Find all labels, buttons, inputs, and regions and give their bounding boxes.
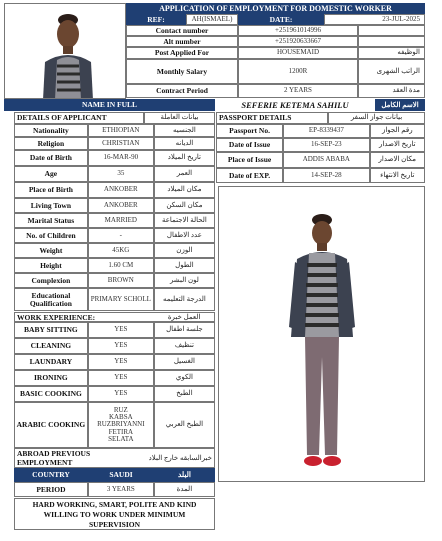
row-value: ANKOBER bbox=[88, 198, 154, 213]
table-row bbox=[14, 166, 215, 182]
period-label: PERIOD bbox=[14, 482, 88, 497]
work-ar: العمل خبرة bbox=[167, 313, 201, 321]
row-ar: مكان الاصدار bbox=[370, 152, 425, 168]
form-title: APPLICATION OF EMPLOYMENT FOR DOMESTIC WORKER bbox=[126, 3, 425, 14]
row-value: - bbox=[88, 228, 154, 243]
abroad-label: ABROAD PREVIOUS EMPLOYMENT bbox=[17, 449, 91, 467]
abroad-ar: خبرالسابقه خارج البلاد bbox=[148, 454, 212, 462]
row-value: ADDIS ABABA bbox=[283, 152, 370, 168]
passport-ar: بيانات جواز السفر bbox=[328, 112, 425, 124]
row-label: BASIC COOKING bbox=[14, 386, 88, 402]
row-ar: الدرجة التعليمه bbox=[154, 288, 215, 311]
work-experience-header bbox=[14, 312, 215, 322]
row-value: 1.60 CM bbox=[88, 258, 154, 273]
row-value: ANKOBER bbox=[88, 182, 154, 198]
date-value: 23-JUL-2025 bbox=[324, 14, 425, 25]
alt-label: Alt number bbox=[126, 36, 238, 47]
row-label: Passport No. bbox=[216, 124, 283, 138]
row-ar: الوزن bbox=[154, 243, 215, 258]
table-row bbox=[14, 288, 215, 311]
period-ar: المدة bbox=[154, 482, 215, 497]
table-row bbox=[14, 243, 215, 258]
table-row bbox=[14, 137, 215, 150]
list-item: FETIRA bbox=[108, 427, 134, 436]
work-label: WORK EXPERIENCE: bbox=[17, 313, 96, 322]
row-label: Height bbox=[14, 258, 88, 273]
row-ar: الغسيل bbox=[154, 354, 215, 370]
row-label: Place of Birth bbox=[14, 182, 88, 198]
row-label: Weight bbox=[14, 243, 88, 258]
row-value: EP-8339437 bbox=[283, 124, 370, 138]
ref-label: REF: bbox=[126, 14, 186, 25]
row-value: YES bbox=[88, 370, 154, 386]
table-row bbox=[14, 322, 215, 338]
period-row bbox=[14, 482, 215, 497]
country-ar: البلد bbox=[177, 470, 192, 479]
row-label: No. of Children bbox=[14, 228, 88, 243]
row-ar: رقم الجواز bbox=[370, 124, 425, 138]
row-label: Marital Status bbox=[14, 213, 88, 228]
contact-value: +251961014996 bbox=[238, 25, 358, 36]
row-ar: تاريخ الاصدار bbox=[370, 138, 425, 152]
table-row bbox=[14, 150, 215, 166]
row-value: YES bbox=[88, 386, 154, 402]
row-label: Date of Birth bbox=[14, 150, 88, 166]
row-label: Nationality bbox=[14, 124, 88, 137]
passport-table bbox=[216, 124, 425, 183]
row-ar: تاريخ الميلاد bbox=[154, 150, 215, 166]
contract-value: 2 YEARS bbox=[238, 84, 358, 98]
arabic-cooking-list bbox=[88, 402, 154, 448]
row-ar: تاريخ الانتهاء bbox=[370, 168, 425, 183]
row-label: IRONING bbox=[14, 370, 88, 386]
row-ar: الكوي bbox=[154, 370, 215, 386]
salary-label: Monthly Salary bbox=[126, 59, 238, 84]
post-ar: الوظيفه bbox=[358, 47, 425, 59]
row-value: BROWN bbox=[88, 273, 154, 288]
table-row bbox=[14, 198, 215, 213]
list-item: RUZ bbox=[113, 405, 128, 414]
row-value: 14-SEP-28 bbox=[283, 168, 370, 183]
row-label: Living Town bbox=[14, 198, 88, 213]
abroad-row bbox=[14, 448, 215, 468]
date-label: DATE: bbox=[238, 14, 324, 25]
salary-ar: الراتب الشهرى bbox=[358, 59, 425, 84]
blank-cell bbox=[358, 25, 425, 36]
table-row bbox=[14, 258, 215, 273]
table-row bbox=[14, 228, 215, 243]
row-ar: مكان السكن bbox=[154, 198, 215, 213]
row-value: 45KG bbox=[88, 243, 154, 258]
table-row bbox=[14, 213, 215, 228]
row-ar: الديانه bbox=[154, 137, 215, 150]
post-value: HOUSEMAID bbox=[238, 47, 358, 59]
country-row bbox=[14, 468, 215, 482]
row-ar: العمر bbox=[154, 166, 215, 182]
table-row bbox=[14, 182, 215, 198]
details-label: DETAILS OF APPLICANT bbox=[14, 112, 144, 124]
details-ar: بيانات العاملة bbox=[144, 112, 215, 124]
row-value: YES bbox=[88, 322, 154, 338]
row-ar: الحالة الاجتماعة bbox=[154, 213, 215, 228]
applicant-portrait bbox=[4, 3, 126, 99]
applicant-table bbox=[14, 124, 215, 311]
arabic-cooking-row bbox=[14, 402, 215, 448]
row-ar: الطول bbox=[154, 258, 215, 273]
row-value: PRIMARY SCHOLL bbox=[88, 288, 154, 311]
applicant-full-body-photo bbox=[218, 186, 425, 482]
row-ar: جلسة اطفال bbox=[154, 322, 215, 338]
list-item: KABSA bbox=[108, 412, 133, 421]
summary-footer: HARD WORKING, SMART, POLITE AND KIND WILLING TO WORK UNDER MINIMUM SUPERVISION bbox=[14, 498, 215, 530]
alt-value: +251920633667 bbox=[238, 36, 358, 47]
contract-label: Contract Period bbox=[126, 84, 238, 98]
row-value: YES bbox=[88, 338, 154, 354]
contact-label: Contact number bbox=[126, 25, 238, 36]
row-ar: تنظيف bbox=[154, 338, 215, 354]
contract-ar: مدة العقد bbox=[358, 84, 425, 98]
list-item: RUZBRIYANNI bbox=[97, 420, 145, 429]
row-ar: لون البشر bbox=[154, 273, 215, 288]
row-value: 35 bbox=[88, 166, 154, 182]
row-label: Age bbox=[14, 166, 88, 182]
period-value: 3 YEARS bbox=[88, 482, 154, 497]
work-table bbox=[14, 322, 215, 402]
row-label: Date of EXP. bbox=[216, 168, 283, 183]
row-value: YES bbox=[88, 354, 154, 370]
list-item: SELATA bbox=[108, 435, 134, 444]
table-row bbox=[14, 354, 215, 370]
row-label: CLEANING bbox=[14, 338, 88, 354]
country-value: SAUDI bbox=[109, 470, 133, 479]
row-value: ETHIOPIAN bbox=[88, 124, 154, 137]
name-value: SEFERIE KETEMA SAHILU bbox=[241, 100, 349, 110]
table-row bbox=[14, 370, 215, 386]
row-label: LAUNDARY bbox=[14, 354, 88, 370]
row-ar: مكان الميلاد bbox=[154, 182, 215, 198]
row-ar: الطبخ bbox=[154, 386, 215, 402]
row-label: Date of Issue bbox=[216, 138, 283, 152]
row-value: 16-MAR-90 bbox=[88, 150, 154, 166]
ref-value: AH(ISMAEL) bbox=[186, 14, 238, 25]
table-row bbox=[14, 273, 215, 288]
row-label: Complexion bbox=[14, 273, 88, 288]
name-ar: الاسم الكامل bbox=[375, 99, 425, 111]
arabic-cooking-ar: الطبخ العربي bbox=[154, 402, 215, 448]
row-label: Place of Issue bbox=[216, 152, 283, 168]
table-row bbox=[216, 138, 425, 152]
row-value: 16-SEP-23 bbox=[283, 138, 370, 152]
blank-cell bbox=[358, 36, 425, 47]
passport-label: PASSPORT DETAILS bbox=[216, 112, 328, 124]
salary-value: 1200R bbox=[238, 59, 358, 84]
table-row bbox=[14, 386, 215, 402]
row-ar: عدد الاطفال bbox=[154, 228, 215, 243]
table-row bbox=[216, 168, 425, 183]
name-label: NAME IN FULL bbox=[4, 99, 215, 111]
row-ar: الجنسيه bbox=[154, 124, 215, 137]
row-value: MARRIED bbox=[88, 213, 154, 228]
country-label: COUNTRY bbox=[32, 470, 70, 479]
table-row bbox=[14, 338, 215, 354]
table-row bbox=[216, 152, 425, 168]
table-row bbox=[216, 124, 425, 138]
arabic-cooking-label: ARABIC COOKING bbox=[14, 402, 88, 448]
post-label: Post Applied For bbox=[126, 47, 238, 59]
row-label: Educational Qualification bbox=[14, 288, 88, 311]
row-label: Religion bbox=[14, 137, 88, 150]
table-row bbox=[14, 124, 215, 137]
row-label: BABY SITTING bbox=[14, 322, 88, 338]
row-value: CHRISTIAN bbox=[88, 137, 154, 150]
